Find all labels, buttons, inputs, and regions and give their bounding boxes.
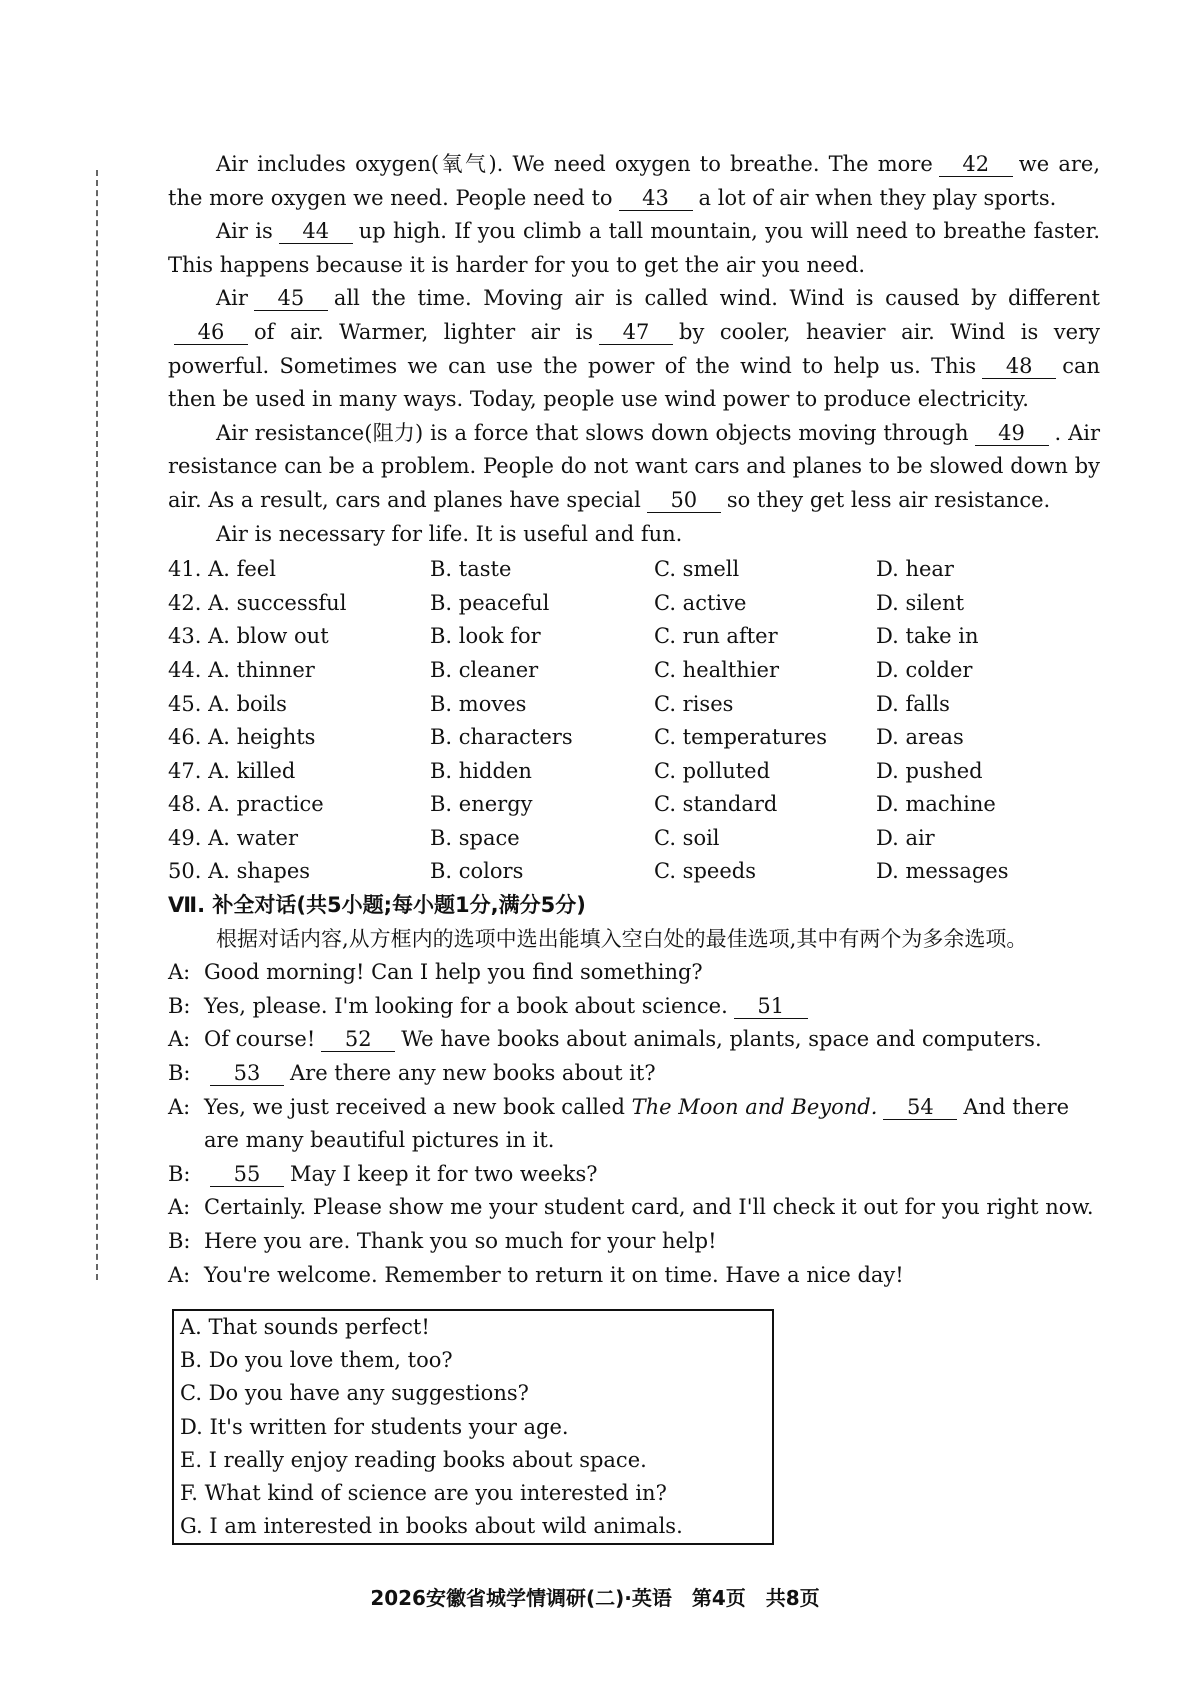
speaker-label: B: <box>168 1229 191 1253</box>
blank-50: 50 <box>647 488 721 513</box>
blank-42: 42 <box>939 152 1013 177</box>
blank-44: 44 <box>279 219 353 244</box>
speaker-label: A: <box>168 1262 191 1287</box>
choice-g: G. I am interested in books about wild animals. <box>180 1514 683 1539</box>
passage-paragraph-1: Air includes oxygen(氧气). We need oxygen to breathe. The more 42 we are, the more oxygen we need. People need to 43 a lot of air when they play sports. <box>168 152 1100 210</box>
blank-53: 53 <box>210 1061 284 1086</box>
blank-48: 48 <box>982 354 1056 379</box>
passage-paragraph-2: Air is 44 up high. If you climb a tall mountain, you will need to breathe faster. This happens because it is harder for you to get the air you need. <box>168 219 1100 277</box>
dialogue <box>168 956 1100 1292</box>
passage-paragraph-4: Air resistance(阻力) is a force that slows down objects moving through 49 . Air resistance can be a problem. People do not want cars and planes to be slowed down by air. As a result, cars and planes have special 50 so they get less air resistance. <box>168 420 1100 512</box>
speaker-label: B: <box>168 1161 191 1186</box>
cloze-options <box>168 553 1100 889</box>
dialogue-line: A: Of course! 52 We have books about animals, plants, space and computers. <box>168 1023 1100 1057</box>
page-footer: 2026安徽省城学情调研(二)·英语 第4页 共8页 <box>370 1586 820 1610</box>
speaker-label: B: <box>168 993 191 1018</box>
choice-c: C. Do you have any suggestions? <box>180 1381 529 1406</box>
speaker-label: A: <box>168 960 191 985</box>
exam-page <box>168 148 1100 1292</box>
blank-54: 54 <box>883 1095 957 1120</box>
choice-e: E. I really enjoy reading books about space. <box>180 1447 647 1472</box>
binding-dashed-line <box>96 170 98 1280</box>
option-row-42: 42. A. successful B. peaceful C. active D. silent <box>168 590 965 615</box>
blank-46: 46 <box>174 320 248 345</box>
dialogue-line: A: Yes, we just received a new book called The Moon and Beyond. 54 And there are many beautiful pictures in it. <box>168 1091 1100 1158</box>
dialogue-line: A: You're welcome. Remember to return it on time. Have a nice day! <box>168 1259 1100 1293</box>
passage-paragraph-3: Air 45 all the time. Moving air is called wind. Wind is caused by different46 of air. Warmer, lighter air is 47 by cooler, heavier air. Wind is very powerful. Sometimes we can use the power of the wind to help us. This 48 can then be used in many ways. Today, people use wind power to produce electricity. <box>168 286 1100 412</box>
blank-43: 43 <box>619 186 693 211</box>
blank-45: 45 <box>254 286 328 311</box>
speaker-label: A: <box>168 1094 191 1119</box>
speaker-label: B: <box>168 1061 191 1086</box>
choice-d: D. It's written for students your age. <box>180 1414 569 1439</box>
passage-paragraph-5: Air is necessary for life. It is useful and fun. <box>216 521 683 546</box>
answer-choice-box <box>172 1309 774 1545</box>
section-heading: Ⅶ. 补全对话(共5小题;每小题1分,满分5分) <box>168 893 586 918</box>
option-row-46: 46. A. heights B. characters C. temperatures D. areas <box>168 725 964 750</box>
dialogue-line: B: Yes, please. I'm looking for a book about science. 51 <box>168 990 1100 1024</box>
option-row-45: 45. A. boils B. moves C. rises D. falls <box>168 691 950 716</box>
blank-49: 49 <box>975 421 1049 446</box>
dialogue-line: B: Here you are. Thank you so much for your help! <box>168 1225 1100 1259</box>
option-row-50: 50. A. shapes B. colors C. speeds D. messages <box>168 859 1009 884</box>
choice-a: A. That sounds perfect! <box>180 1315 430 1339</box>
dialogue-line: A: Certainly. Please show me your student card, and I'll check it out for you right now. <box>168 1191 1100 1225</box>
speaker-label: A: <box>168 1027 191 1052</box>
blank-52: 52 <box>321 1027 395 1052</box>
option-row-44: 44. A. thinner B. cleaner C. healthier D. colder <box>168 657 973 682</box>
book-title: The Moon and Beyond. <box>631 1094 878 1119</box>
option-row-41: 41. A. feel B. taste C. smell D. hear <box>168 557 954 582</box>
option-row-43: 43. A. blow out B. look for C. run after D. take in <box>168 624 979 649</box>
choice-f: F. What kind of science are you interested in? <box>180 1481 667 1506</box>
blank-55: 55 <box>210 1162 284 1187</box>
section-instruction: 根据对话内容,从方框内的选项中选出能填入空白处的最佳选项,其中有两个为多余选项。 <box>216 926 1028 951</box>
option-row-49: 49. A. water B. space C. soil D. air <box>168 825 935 850</box>
option-row-47: 47. A. killed B. hidden C. polluted D. pushed <box>168 758 983 783</box>
dialogue-line: B: 55 May I keep it for two weeks? <box>168 1158 1100 1192</box>
blank-47: 47 <box>599 320 673 345</box>
dialogue-line: A: Good morning! Can I help you find something? <box>168 956 1100 990</box>
speaker-label: A: <box>168 1195 191 1220</box>
option-row-48: 48. A. practice B. energy C. standard D. machine <box>168 792 996 817</box>
dialogue-line: B: 53 Are there any new books about it? <box>168 1057 1100 1091</box>
blank-51: 51 <box>734 994 808 1019</box>
choice-b: B. Do you love them, too? <box>180 1348 453 1373</box>
